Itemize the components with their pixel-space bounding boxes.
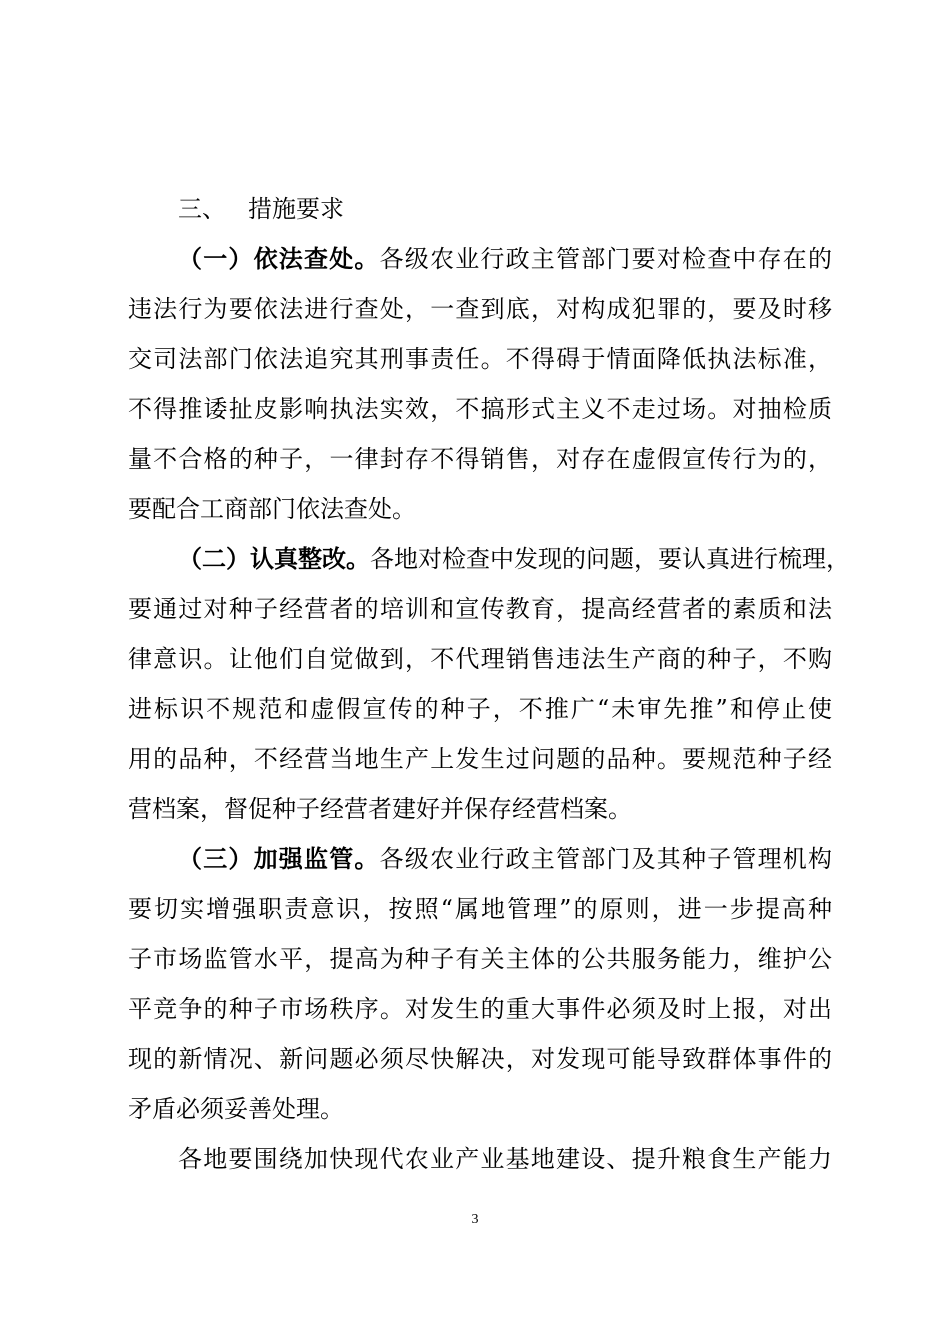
page-number: 3 [471, 1212, 479, 1227]
paragraph-3-line-6: 矛盾必须妥善处理。 [128, 1095, 344, 1123]
paragraph-3-line-4: 平竞争的种子市场秩序。对发生的重大事件必须及时上报，对出 [128, 995, 832, 1023]
paragraph-3-line-3: 子市场监管水平，提高为种子有关主体的公共服务能力，维护公 [128, 945, 832, 973]
paragraph-4-line-1: 各地要围绕加快现代农业产业基地建设、提升粮食生产能力 [178, 1145, 832, 1173]
paragraph-2-line-1: （二）认真整改。各地对检查中发现的问题，要认真进行梳理， [178, 544, 850, 573]
section-number: 三、 [178, 195, 226, 223]
paragraph-1-line-5: 量不合格的种子，一律封存不得销售，对存在虚假宣传行为的， [128, 445, 832, 473]
paragraph-3-heading: （三）加强监管。 [178, 844, 380, 873]
paragraph-1-line-4: 不得推诿扯皮影响执法实效，不搞形式主义不走过场。对抽检质 [128, 395, 832, 423]
paragraph-1-line-2: 违法行为要依法进行查处，一查到底，对构成犯罪的，要及时移 [128, 295, 832, 323]
paragraph-3-line-5: 现的新情况、新问题必须尽快解决，对发现可能导致群体事件的 [128, 1045, 832, 1073]
paragraph-2-heading: （二）认真整改。 [178, 544, 370, 573]
paragraph-1-heading: （一）依法查处。 [178, 244, 380, 273]
paragraph-3-line-1: （三）加强监管。各级农业行政主管部门及其种子管理机构 [178, 844, 833, 873]
paragraph-2-line-2: 要通过对种子经营者的培训和宣传教育，提高经营者的素质和法 [128, 595, 832, 623]
paragraph-1-line-3: 交司法部门依法追究其刑事责任。不得碍于情面降低执法标准， [128, 345, 832, 373]
paragraph-2-line-3: 律意识。让他们自觉做到，不代理销售违法生产商的种子，不购 [128, 645, 832, 673]
paragraph-1-line-6: 要配合工商部门依法查处。 [128, 495, 416, 523]
paragraph-2-line-6: 营档案，督促种子经营者建好并保存经营档案。 [128, 795, 632, 823]
section-title: 措施要求 [248, 195, 344, 223]
paragraph-2-line-5: 用的品种，不经营当地生产上发生过问题的品种。要规范种子经 [128, 745, 832, 773]
paragraph-2-line-4: 进标识不规范和虚假宣传的种子，不推广“未审先推”和停止使 [128, 695, 832, 723]
paragraph-1-line-1: （一）依法查处。各级农业行政主管部门要对检查中存在的 [178, 244, 833, 273]
section-heading [178, 194, 882, 224]
paragraph-3-line-2: 要切实增强职责意识，按照“属地管理”的原则，进一步提高种 [128, 895, 832, 923]
